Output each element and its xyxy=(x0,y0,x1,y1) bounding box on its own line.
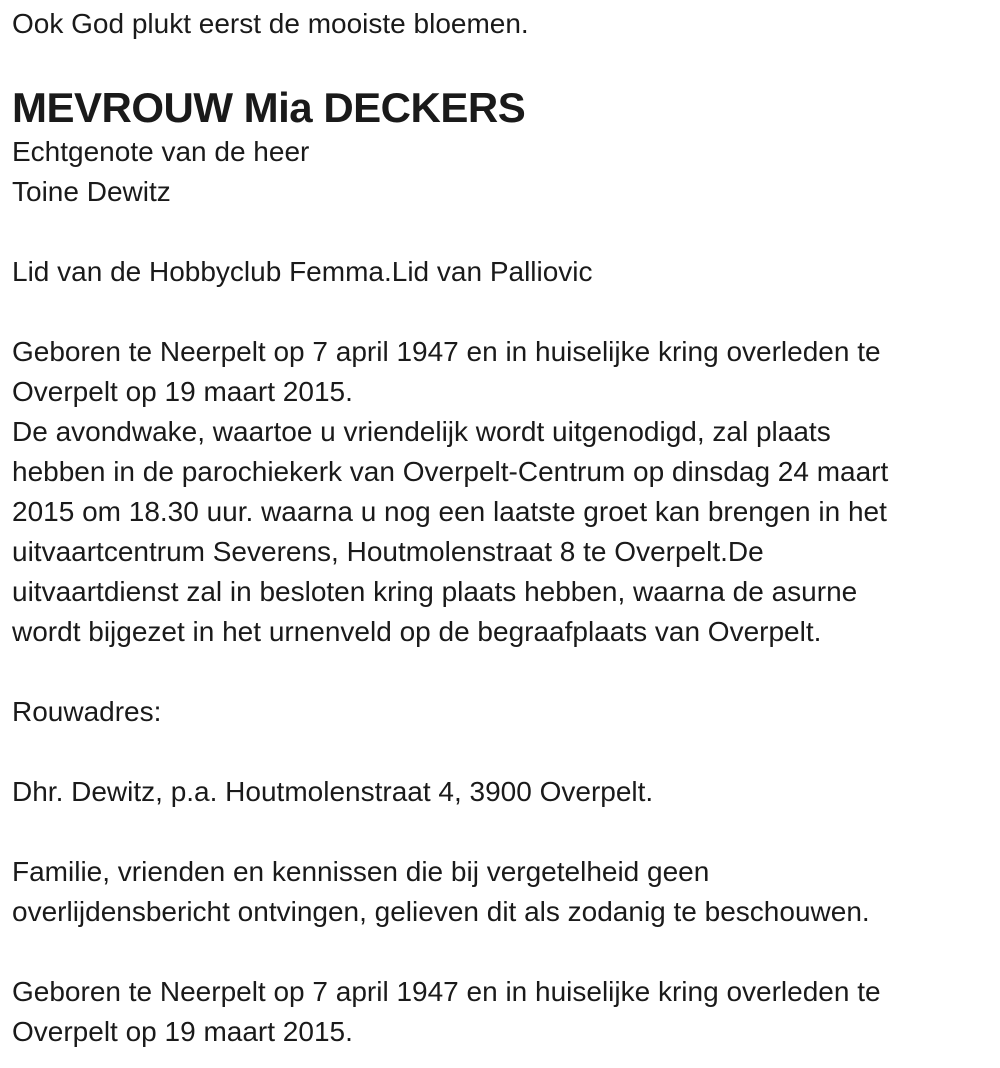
spacer xyxy=(12,812,980,852)
spouse-name: Toine Dewitz xyxy=(12,176,171,207)
notification-line: overlijdensbericht ontvingen, gelieven dit als zodanig te beschouwen. xyxy=(12,896,870,927)
deceased-name-title: MEVROUW Mia DECKERS xyxy=(12,84,526,131)
announcement-line: wordt bijgezet in het urnenveld op de begraafplaats van Overpelt. xyxy=(12,616,822,647)
announcement-line: hebben in de parochiekerk van Overpelt-Centrum op dinsdag 24 maart xyxy=(12,456,889,487)
announcement-line: uitvaartdienst zal in besloten kring plaats hebben, waarna de asurne xyxy=(12,576,858,607)
spacer xyxy=(12,932,980,972)
notification-paragraph xyxy=(12,852,980,932)
announcement-line: 2015 om 18.30 uur. waarna u nog een laatste groet kan brengen in het xyxy=(12,496,887,527)
spacer xyxy=(12,292,980,332)
notification-line: Familie, vrienden en kennissen die bij vergetelheid geen xyxy=(12,856,710,887)
mourning-address: Dhr. Dewitz, p.a. Houtmolenstraat 4, 3900 Overpelt. xyxy=(12,776,654,807)
spacer xyxy=(12,652,980,692)
spacer xyxy=(12,212,980,252)
life-dates-line: Overpelt op 19 maart 2015. xyxy=(12,1016,353,1047)
announcement-line: De avondwake, waartoe u vriendelijk wordt uitgenodigd, zal plaats xyxy=(12,416,831,447)
epigraph: Ook God plukt eerst de mooiste bloemen. xyxy=(12,8,529,39)
announcement-line: Geboren te Neerpelt op 7 april 1947 en in huiselijke kring overleden te xyxy=(12,336,881,367)
announcement-line: uitvaartcentrum Severens, Houtmolenstraat 8 te Overpelt.De xyxy=(12,536,764,567)
life-dates-repeat-paragraph xyxy=(12,972,980,1052)
spacer xyxy=(12,732,980,772)
spacer xyxy=(12,44,980,84)
membership-line: Lid van de Hobbyclub Femma.Lid van Palliovic xyxy=(12,256,593,287)
mourning-address-label: Rouwadres: xyxy=(12,696,162,727)
announcement-paragraph xyxy=(12,332,980,652)
announcement-line: Overpelt op 19 maart 2015. xyxy=(12,376,353,407)
relation-line: Echtgenote van de heer xyxy=(12,136,310,167)
life-dates-line: Geboren te Neerpelt op 7 april 1947 en in huiselijke kring overleden te xyxy=(12,976,881,1007)
